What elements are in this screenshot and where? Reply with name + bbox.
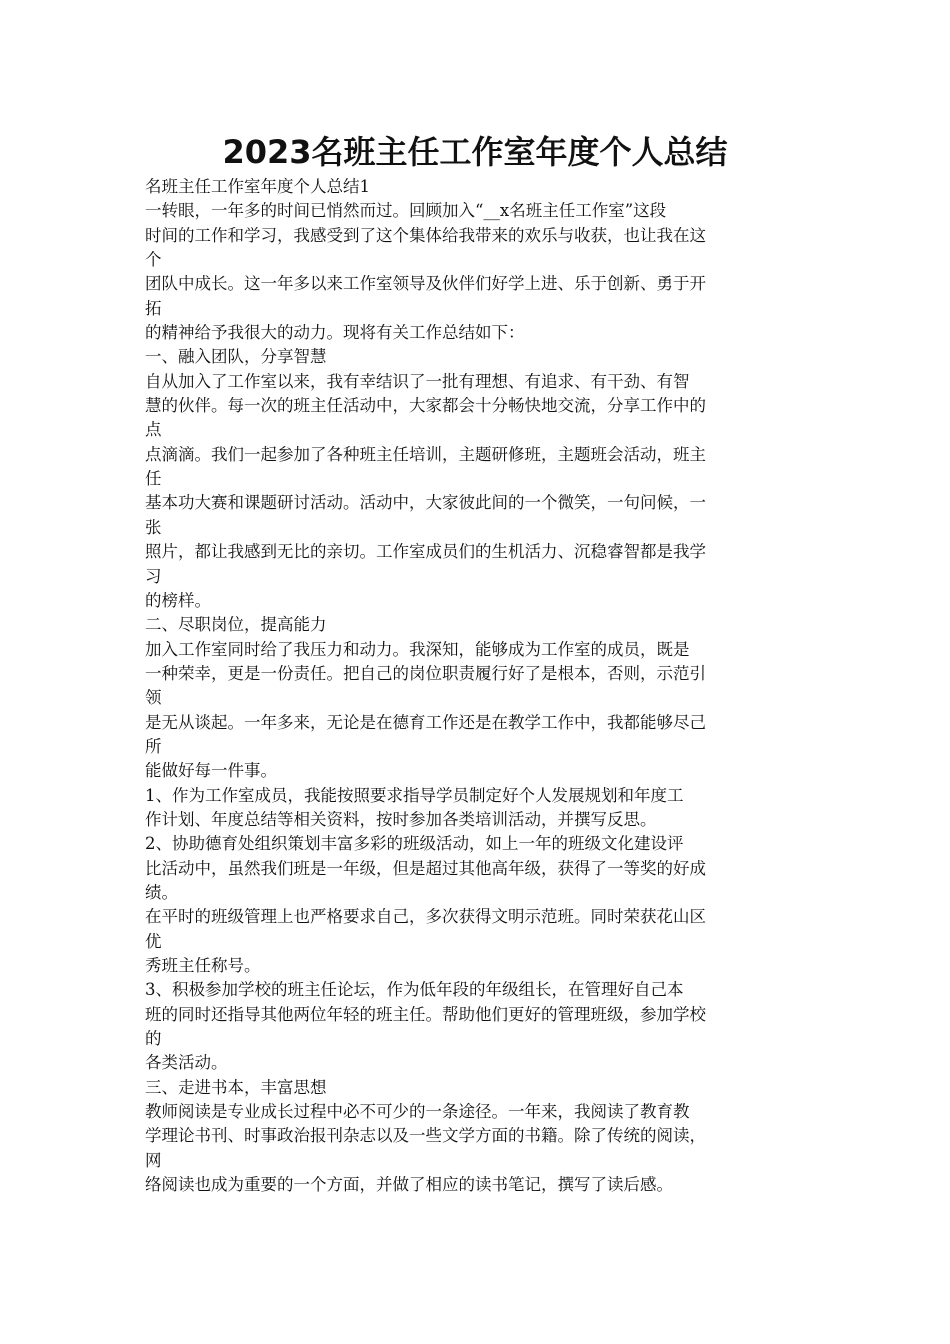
- text-line: 张: [145, 517, 162, 537]
- text-line: 点滴滴。我们一起参加了各种班主任培训，主题研修班，主题班会活动，班主: [145, 444, 706, 464]
- text-line: 2、协助德育处组织策划丰富多彩的班级活动，如上一年的班级文化建设评: [145, 834, 684, 854]
- text-line: 慧的伙伴。每一次的班主任活动中，大家都会十分畅快地交流，分享工作中的: [145, 396, 706, 416]
- text-line: 是无从谈起。一年多来，无论是在德育工作还是在教学工作中，我都能够尽己: [145, 712, 706, 732]
- text-line: 拓: [145, 298, 162, 318]
- document-title: 2023名班主任工作室年度个人总结: [222, 133, 728, 171]
- text-line: 的精神给予我很大的动力。现将有关工作总结如下：: [145, 323, 525, 343]
- text-line: 照片，都让我感到无比的亲切。工作室成员们的生机活力、沉稳睿智都是我学: [145, 542, 706, 562]
- text-line: 绩。: [145, 882, 178, 902]
- text-line: 二、尽职岗位，提高能力: [145, 615, 327, 635]
- text-line: 网: [145, 1150, 162, 1170]
- text-line: 学理论书刊、时事政治报刊杂志以及一些文学方面的书籍。除了传统的阅读，: [145, 1126, 706, 1146]
- text-line: 基本功大赛和课题研讨活动。活动中，大家彼此间的一个微笑，一句问候，一: [145, 493, 706, 513]
- text-line: 在平时的班级管理上也严格要求自己，多次获得文明示范班。同时荣获花山区: [145, 907, 706, 927]
- text-line: 任: [145, 469, 162, 489]
- text-line: 各类活动。: [145, 1053, 228, 1073]
- text-line: 秀班主任称号。: [145, 956, 261, 975]
- text-line: 的榜样。: [145, 590, 211, 610]
- text-line: 点: [145, 420, 162, 440]
- text-line: 作计划、年度总结等相关资料，按时参加各类培训活动，并撰写反思。: [145, 809, 657, 829]
- text-line: 教师阅读是专业成长过程中必不可少的一条途径。一年来，我阅读了教育教: [145, 1102, 690, 1122]
- text-line: 习: [145, 566, 162, 586]
- text-line: 一、融入团队，分享智慧: [145, 347, 327, 367]
- text-line: 3、积极参加学校的班主任论坛，作为低年段的年级组长，在管理好自己本: [145, 980, 684, 1000]
- text-line: 加入工作室同时给了我压力和动力。我深知，能够成为工作室的成员，既是: [145, 639, 690, 659]
- text-line: 比活动中，虽然我们班是一年级，但是超过其他高年级，获得了一等奖的好成: [145, 858, 706, 878]
- text-line: 能做好每一件事。: [145, 761, 277, 781]
- text-line: 一种荣幸，更是一份责任。把自己的岗位职责履行好了是根本，否则，示范引: [145, 663, 706, 683]
- text-line: 自从加入了工作室以来，我有幸结识了一批有理想、有追求、有干劲、有智: [145, 371, 690, 391]
- text-line: 所: [145, 736, 162, 756]
- text-line: 络阅读也成为重要的一个方面，并做了相应的读书笔记，撰写了读后感。: [145, 1175, 673, 1195]
- text-line: 的: [145, 1029, 162, 1049]
- text-line: 时间的工作和学习，我感受到了这个集体给我带来的欢乐与收获，也让我在这: [145, 225, 706, 245]
- text-line: 三、走进书本，丰富思想: [145, 1077, 327, 1097]
- text-line: 1、作为工作室成员，我能按照要求指导学员制定好个人发展规划和年度工: [145, 785, 684, 805]
- text-line: 名班主任工作室年度个人总结1: [145, 177, 370, 196]
- text-line: 团队中成长。这一年多以来工作室领导及伙伴们好学上进、乐于创新、勇于开: [145, 274, 706, 294]
- text-line: 个: [145, 250, 162, 270]
- text-line: 一转眼，一年多的时间已悄然而过。回顾加入“__x名班主任工作室”这段: [145, 201, 667, 221]
- text-line: 班的同时还指导其他两位年轻的班主任。帮助他们更好的管理班级，参加学校: [145, 1004, 706, 1024]
- text-line: 优: [145, 931, 162, 951]
- text-line: 领: [145, 688, 162, 708]
- document-body: [145, 175, 815, 1197]
